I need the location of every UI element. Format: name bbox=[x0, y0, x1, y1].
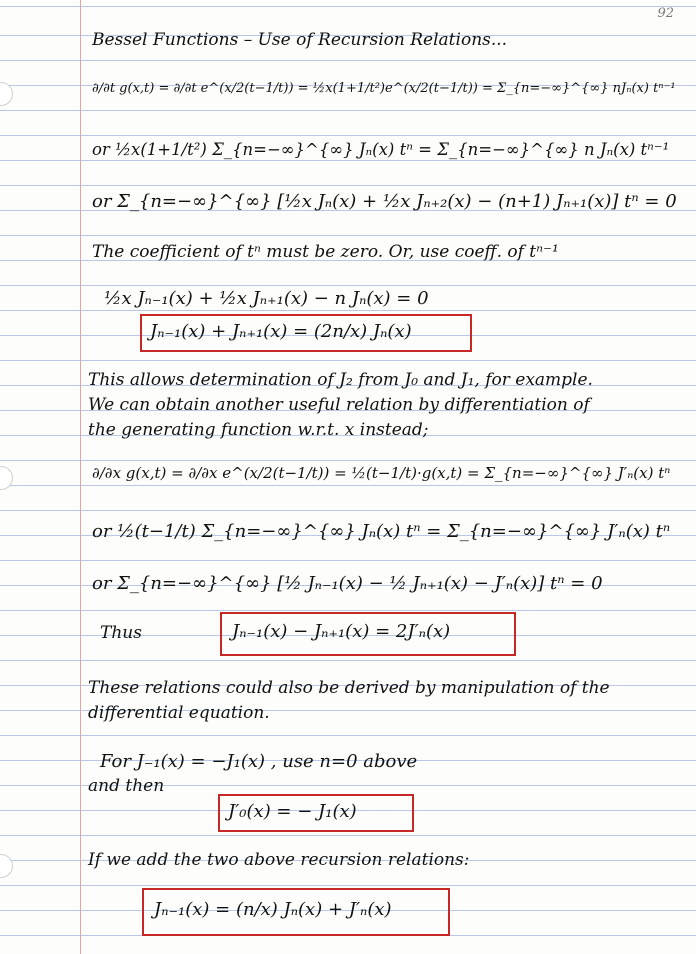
punch-hole-middle bbox=[0, 466, 13, 490]
equation-line: or ½x(1+1/t²) Σ_{n=−∞}^{∞} Jₙ(x) tⁿ = Σ_{n=−∞}^{∞} n Jₙ(x) tⁿ⁻¹ bbox=[92, 140, 670, 159]
text-line: Thus bbox=[100, 623, 142, 643]
equation-line: ½x Jₙ₋₁(x) + ½x Jₙ₊₁(x) − n Jₙ(x) = 0 bbox=[104, 288, 429, 309]
equation-line: or ½(t−1/t) Σ_{n=−∞}^{∞} Jₙ(x) tⁿ = Σ_{n=−∞}^{∞} J′ₙ(x) tⁿ bbox=[92, 521, 671, 542]
boxed-equation: Jₙ₋₁(x) + Jₙ₊₁(x) = (2n/x) Jₙ(x) bbox=[150, 321, 412, 342]
equation-line: ∂/∂t g(x,t) = ∂/∂t e^(x/2(t−1/t)) = ½x(1+1/t²)e^(x/2(t−1/t)) = Σ_{n=−∞}^{∞} nJₙ(x) tⁿ⁻¹ bbox=[92, 81, 676, 96]
page-title: Bessel Functions – Use of Recursion Relations... bbox=[92, 30, 508, 50]
text-line: The coefficient of tⁿ must be zero. Or, use coeff. of tⁿ⁻¹ bbox=[92, 242, 559, 262]
punch-hole-bottom bbox=[0, 854, 13, 878]
text-line: differential equation. bbox=[88, 703, 270, 723]
boxed-equation: Jₙ₋₁(x) = (n/x) Jₙ(x) + J′ₙ(x) bbox=[154, 899, 392, 920]
text-line: We can obtain another useful relation by differentiation of bbox=[88, 395, 590, 415]
text-line: and then bbox=[88, 776, 165, 796]
equation-line: or Σ_{n=−∞}^{∞} [½ Jₙ₋₁(x) − ½ Jₙ₊₁(x) − J′ₙ(x)] tⁿ = 0 bbox=[92, 573, 603, 594]
text-line: These relations could also be derived by manipulation of the bbox=[88, 678, 610, 698]
equation-line: ∂/∂x g(x,t) = ∂/∂x e^(x/2(t−1/t)) = ½(t−1/t)·g(x,t) = Σ_{n=−∞}^{∞} J′ₙ(x) tⁿ bbox=[92, 464, 671, 482]
margin-line bbox=[80, 0, 81, 954]
equation-line: For J₋₁(x) = −J₁(x) , use n=0 above bbox=[100, 751, 418, 772]
punch-hole-top bbox=[0, 82, 13, 106]
equation-line: or Σ_{n=−∞}^{∞} [½x Jₙ(x) + ½x Jₙ₊₂(x) − (n+1) Jₙ₊₁(x)] tⁿ = 0 bbox=[92, 191, 677, 212]
text-line: This allows determination of J₂ from J₀ and J₁, for example. bbox=[88, 370, 593, 390]
boxed-equation: J′₀(x) = − J₁(x) bbox=[228, 801, 357, 822]
page-number: 92 bbox=[657, 6, 674, 21]
boxed-equation: Jₙ₋₁(x) − Jₙ₊₁(x) = 2J′ₙ(x) bbox=[232, 621, 451, 642]
text-line: the generating function w.r.t. x instead; bbox=[88, 420, 429, 440]
text-line: If we add the two above recursion relations: bbox=[88, 850, 470, 870]
